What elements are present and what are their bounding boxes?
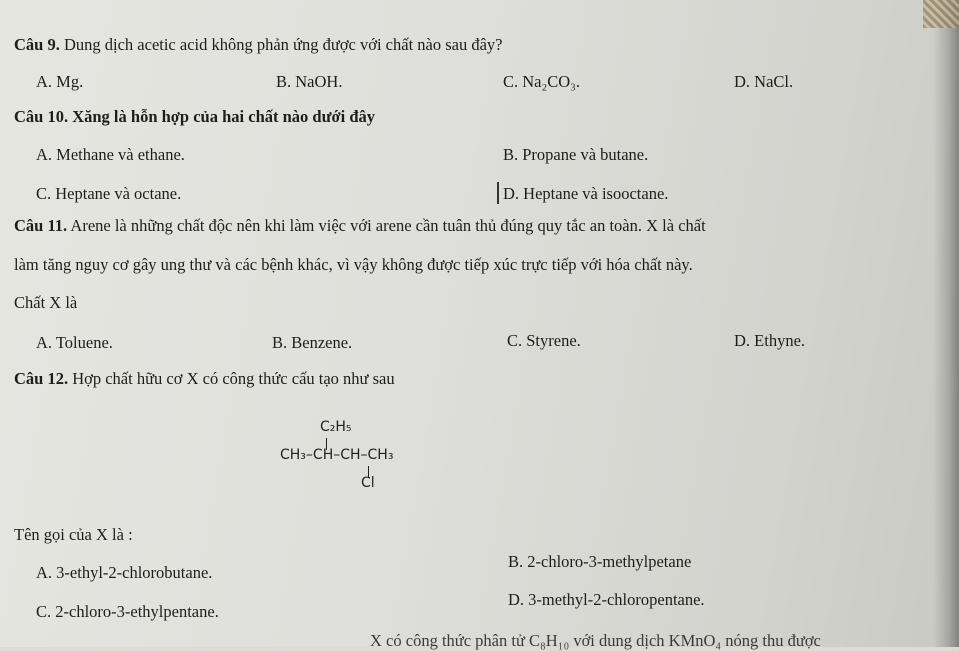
question-9-label: Câu 9.: [14, 35, 60, 54]
q10-option-c: C. Heptane và octane.: [36, 184, 182, 203]
pen-mark: [497, 182, 499, 204]
structure-chain: CH₃–CH–CH–CH₃: [280, 447, 394, 463]
question-9-text: Dung dịch acetic acid không phản ứng được với chất nào sau đây?: [63, 35, 503, 54]
question-12-text: Hợp chất hữu cơ X có công thức cấu tạo như sau: [72, 369, 395, 388]
question-11-label: Câu 11.: [14, 216, 68, 235]
question-10-text: Xăng là hỗn hợp của hai chất nào dưới đây: [72, 107, 376, 126]
page-edge-shadow: [933, 0, 959, 647]
q10-option-b: B. Propane và butane.: [503, 145, 649, 164]
q9-option-a: A. Mg.: [36, 72, 84, 91]
q11-option-d: D. Ethyne.: [734, 331, 806, 350]
q11-option-a: A. Toluene.: [36, 333, 113, 352]
q9-option-d: D. NaCl.: [734, 72, 794, 91]
question-9: [14, 35, 503, 55]
q12-option-c: C. 2-chloro-3-ethylpentane.: [36, 602, 219, 621]
question-10-label: Câu 10.: [14, 107, 69, 126]
question-11-line2: làm tăng nguy cơ gây ung thư và các bệnh khác, vì vậy không được tiếp xúc trực tiếp với hóa chất này.: [14, 255, 693, 274]
question-11: [14, 216, 706, 236]
q9-option-b: B. NaOH.: [276, 72, 343, 91]
q10-option-a: A. Methane và ethane.: [36, 145, 185, 164]
q10-option-d: D. Heptane và isooctane.: [503, 184, 669, 203]
question-11-line3: Chất X là: [14, 293, 78, 312]
question-12: [14, 369, 395, 389]
corner-texture: [923, 0, 959, 28]
q12-option-b: B. 2-chloro-3-methylpetane: [508, 552, 692, 571]
question-11-text-line1: Arene là những chất độc nên khi làm việc với arene cần tuân thủ đúng quy tắc an toàn. X là chất: [70, 216, 706, 235]
structure-bottom-group: Cl: [361, 475, 375, 491]
structural-formula: [280, 417, 480, 497]
q11-option-b: B. Benzene.: [272, 333, 353, 352]
q12-option-a: A. 3-ethyl-2-chlorobutane.: [36, 563, 213, 582]
question-12-label: Câu 12.: [14, 369, 69, 388]
q11-option-c: C. Styrene.: [507, 331, 581, 350]
question-13-partial: X có công thức phân tử C₈H₁₀ với dung dịch KMnO₄ nóng thu được: [370, 631, 821, 650]
question-10: [14, 107, 375, 127]
structure-top-group: C₂H₅: [320, 419, 352, 435]
q12-option-d: D. 3-methyl-2-chloropentane.: [508, 590, 705, 609]
q9-option-c: C. Na₂CO₃.: [503, 72, 581, 91]
q12-name-prompt: Tên gọi của X là :: [14, 525, 133, 544]
